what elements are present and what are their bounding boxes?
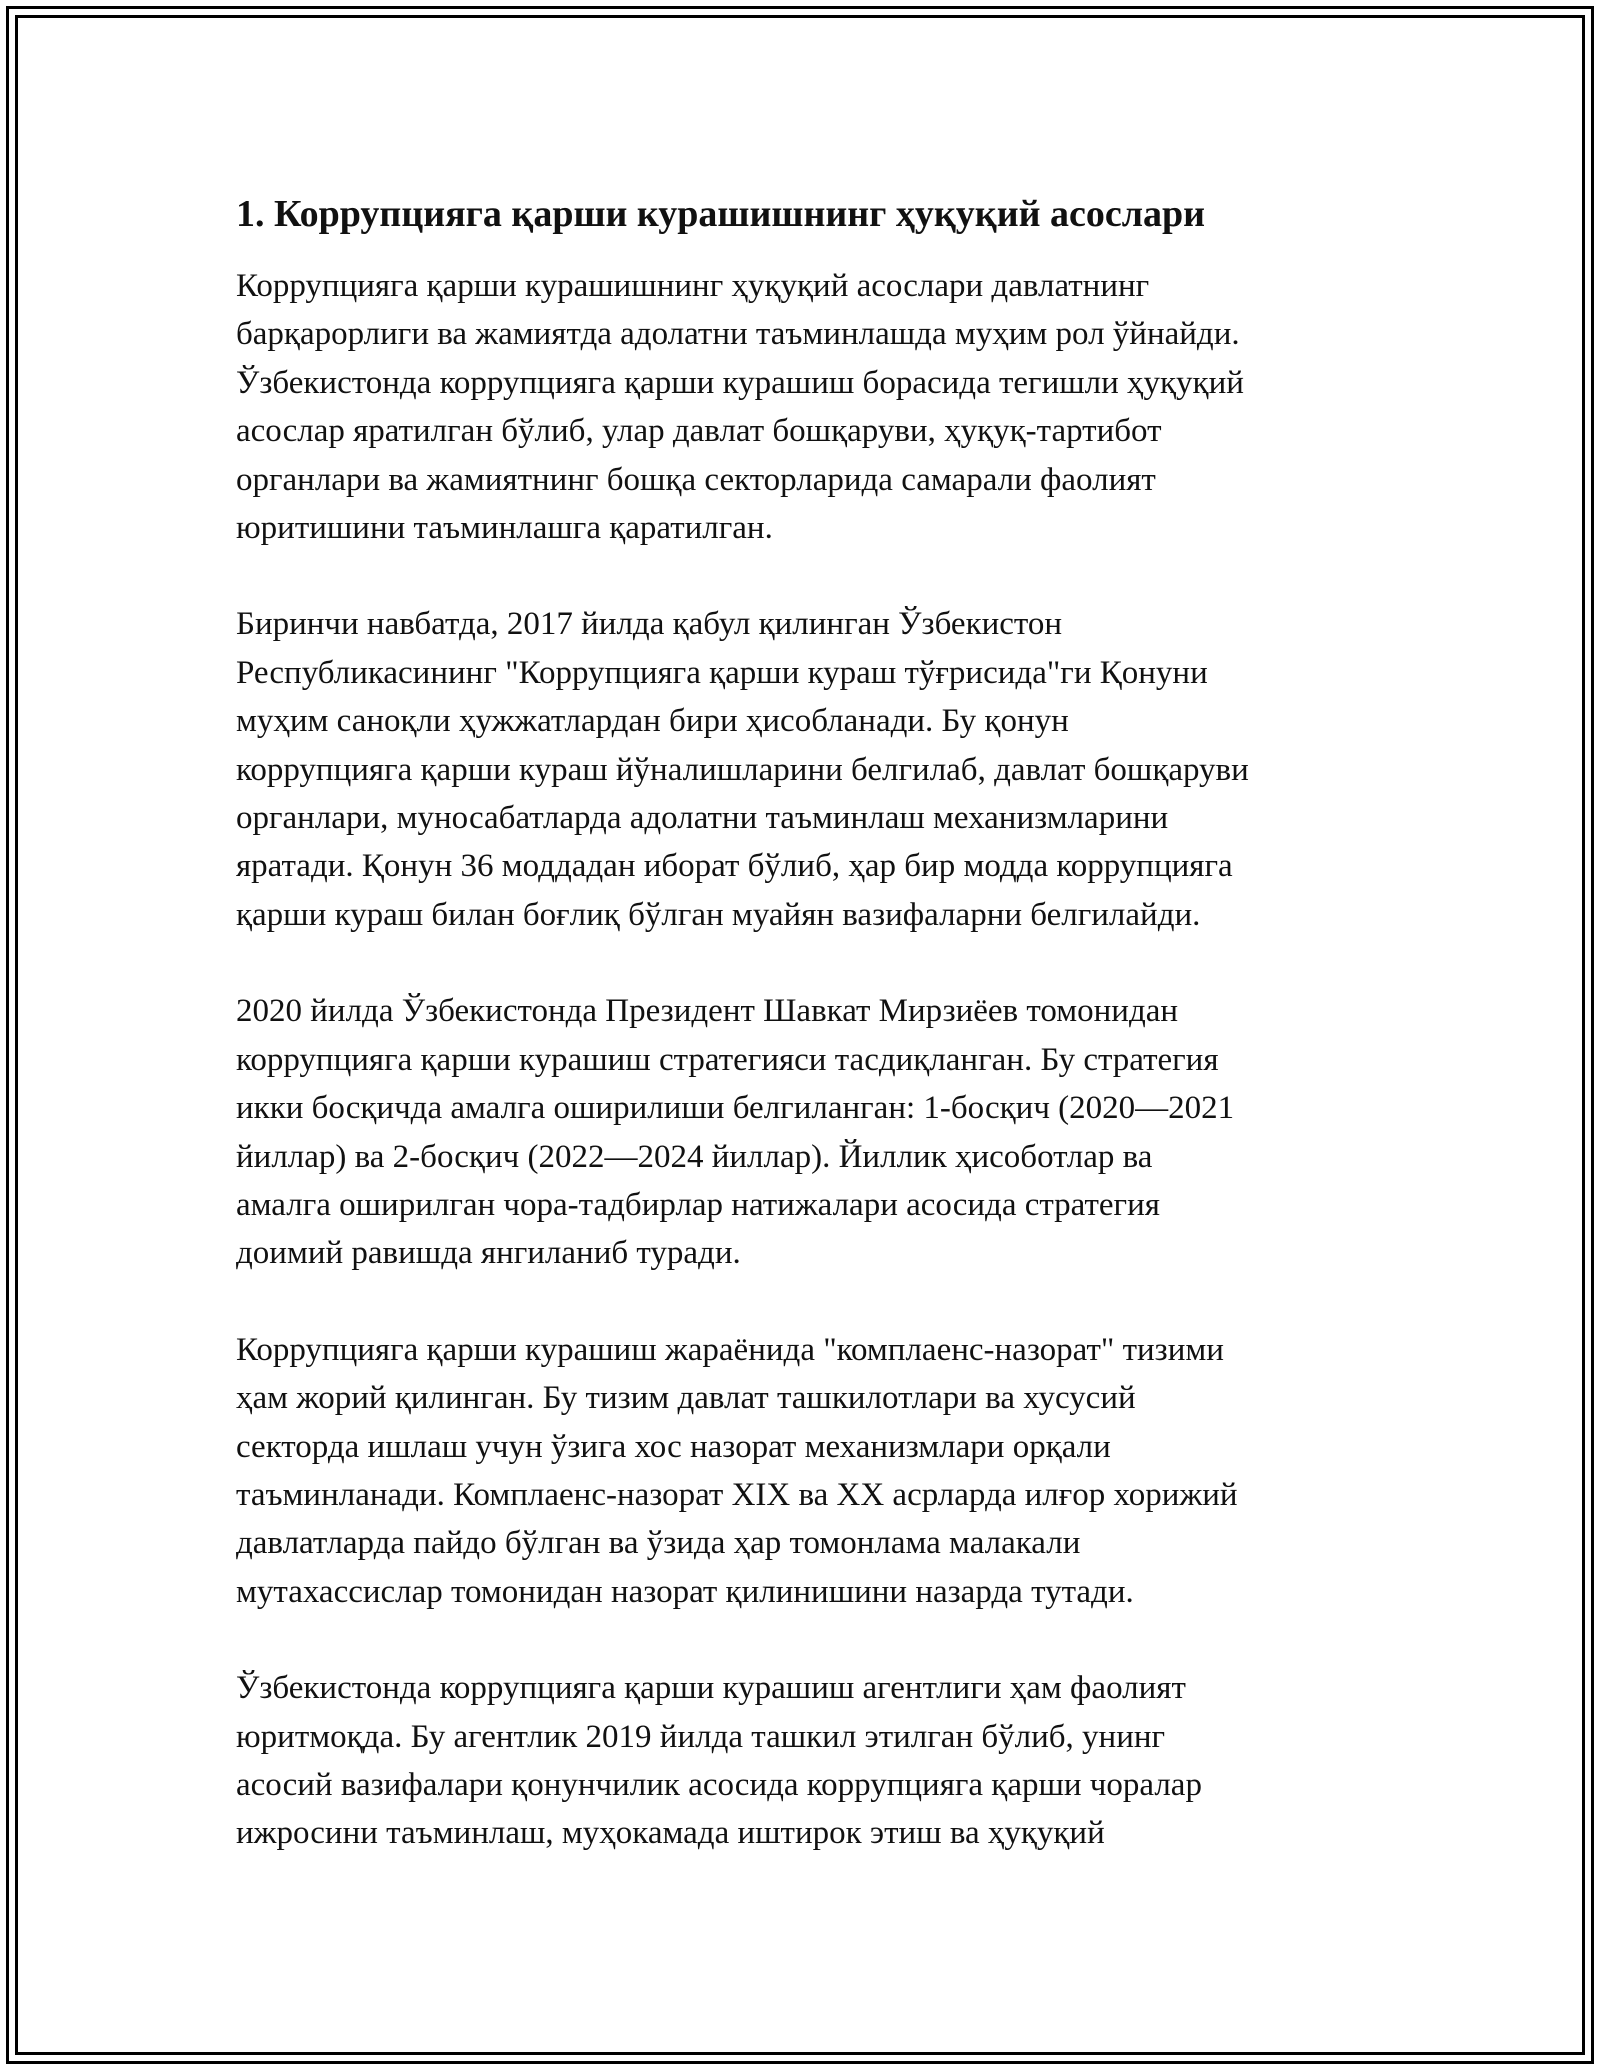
paragraph-line: асосий вазифалари қонунчилик асосида коррупцияга қарши чоралар (236, 1766, 1202, 1803)
paragraph-line: органлари, муносабатларда адолатни таъминлаш механизмларини (236, 800, 1169, 837)
paragraph-line: Ўзбекистонда коррупцияга қарши курашиш агентлиги ҳам фаолият (236, 1670, 1186, 1707)
body-paragraph (236, 1664, 1386, 1858)
paragraph-line: асослар яратилган бўлиб, улар давлат бошқаруви, ҳуқуқ-тартибот (236, 413, 1162, 450)
paragraph-line: юритишини таъминлашга қаратилган. (236, 510, 773, 547)
paragraph-line: 2020 йилда Ўзбекистонда Президент Шавкат Мирзиёев томонидан (236, 993, 1179, 1030)
body-paragraph (236, 987, 1386, 1277)
paragraph-line: Республикасининг "Коррупцияга қарши кураш тўғрисида"ги Қонуни (236, 654, 1208, 691)
paragraph-line: давлатларда пайдо бўлган ва ўзида ҳар томонлама малакали (236, 1525, 1081, 1562)
paragraph-line: юритмоқда. Бу агентлик 2019 йилда ташкил этилган бўлиб, унинг (236, 1718, 1166, 1755)
paragraph-line: Коррупцияга қарши курашиш жараёнида "комплаенс-назорат" тизими (236, 1331, 1224, 1368)
paragraph-list (236, 262, 1386, 1858)
paragraph-line: мутахассислар томонидан назорат қилинишини назарда тутади. (236, 1573, 1134, 1610)
body-paragraph (236, 600, 1386, 939)
paragraph-line: Коррупцияга қарши курашишнинг ҳуқуқий асослари давлатнинг (236, 268, 1150, 304)
paragraph-line: барқарорлиги ва жамиятда адолатни таъминлашда муҳим рол ўйнайди. (236, 316, 1240, 353)
document-body (236, 190, 1386, 1906)
paragraph-line: таъминланади. Комплаенс-назорат XIX ва XX асрларда илғор хорижий (236, 1476, 1238, 1513)
paragraph-line: яратади. Қонун 36 моддадан иборат бўлиб, ҳар бир модда коррупцияга (236, 848, 1233, 885)
paragraph-line: қарши кураш билан боғлиқ бўлган муайян вазифаларни белгилайди. (236, 896, 1201, 933)
paragraph-line: секторда ишлаш учун ўзига хос назорат механизмлари орқали (236, 1428, 1111, 1465)
paragraph-line: амалга оширилган чора-тадбирлар натижалари асосида стратегия (236, 1186, 1160, 1223)
paragraph-line: Биринчи навбатда, 2017 йилда қабул қилинган Ўзбекистон (236, 606, 1063, 643)
body-paragraph (236, 262, 1386, 552)
paragraph-line: коррупцияга қарши курашиш стратегияси тасдиқланган. Бу стратегия (236, 1041, 1219, 1078)
paragraph-line: ижросини таъминлаш, муҳокамада иштирок этиш ва ҳуқуқий (236, 1815, 1105, 1852)
paragraph-line: Ўзбекистонда коррупцияга қарши курашиш борасида тегишли ҳуқуқий (236, 364, 1244, 401)
paragraph-line: йиллар) ва 2-босқич (2022—2024 йиллар). Йиллик ҳисоботлар ва (236, 1138, 1153, 1175)
paragraph-line: органлари ва жамиятнинг бошқа секторларида самарали фаолият (236, 461, 1156, 498)
paragraph-line: муҳим саноқли ҳужжатлардан бири ҳисобланади. Бу қонун (236, 703, 1069, 740)
paragraph-line: доимий равишда янгиланиб туради. (236, 1235, 741, 1272)
paragraph-line: ҳам жорий қилинган. Бу тизим давлат ташкилотлари ва хусусий (236, 1380, 1136, 1417)
section-heading: 1. Коррупцияга қарши курашишнинг ҳуқуқий асослари (236, 193, 1206, 235)
body-paragraph (236, 1326, 1386, 1616)
paragraph-line: икки босқичда амалга оширилиши белгиланган: 1-босқич (2020—2021 (236, 1090, 1235, 1127)
paragraph-line: коррупцияга қарши кураш йўналишларини белгилаб, давлат бошқаруви (236, 751, 1249, 788)
